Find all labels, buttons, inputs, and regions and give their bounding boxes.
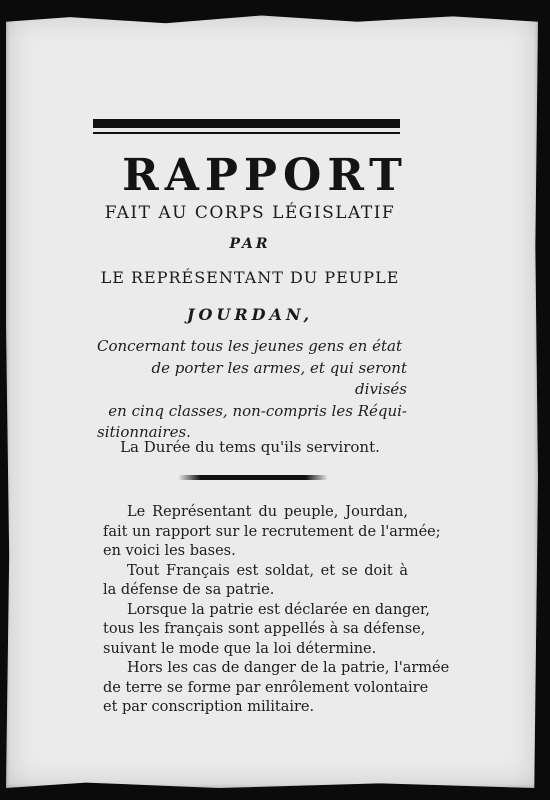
body-line: Lorsque la patrie est déclarée en danger, (127, 601, 430, 618)
body-line: et par conscription militaire. (103, 699, 315, 715)
document-title: RAPPORT (122, 150, 408, 201)
author-name: JOURDAN, (186, 305, 314, 324)
header-rule (93, 117, 400, 137)
by-label: PAR (229, 236, 271, 252)
subject-line: sitionnaires. (97, 423, 191, 441)
page-edge-notch (255, 0, 325, 14)
body-line: suivant le mode que la loi détermine. (103, 640, 377, 657)
author-role: LE REPRÉSENTANT DU PEUPLE (100, 268, 400, 287)
document-subtitle: FAIT AU CORPS LÉGISLATIF (104, 203, 396, 223)
body-line: Le Représentant du peuple, Jourdan, (127, 504, 408, 520)
subject-line: en cinq classes, non-compris les Réqui- (108, 401, 407, 420)
duration-line: La Durée du tems qu'ils serviront. (120, 438, 380, 456)
body-line: Tout Français est soldat, et se doit à (127, 562, 408, 579)
subject-paragraph (97, 336, 407, 444)
body-line: tous les français sont appellés à sa défense, (103, 621, 426, 637)
body-line: fait un rapport sur le recrutement de l'armée; (103, 523, 441, 540)
header-rule-thick (93, 119, 400, 128)
body-line: la défense de sa patrie. (103, 582, 275, 598)
section-divider (178, 475, 328, 480)
body-line: Hors les cas de danger de la patrie, l'armée (127, 660, 450, 676)
header-rule-thin (93, 132, 400, 134)
section-divider-bar (178, 475, 328, 480)
body-line: en voici les bases. (103, 543, 236, 559)
subject-line: de porter les armes, et qui seront divisés (151, 358, 407, 398)
subject-line: Concernant tous les jeunes gens en état (97, 337, 402, 355)
body-line: de terre se forme par enrôlement volontaire (103, 679, 429, 696)
report-body (103, 503, 450, 718)
